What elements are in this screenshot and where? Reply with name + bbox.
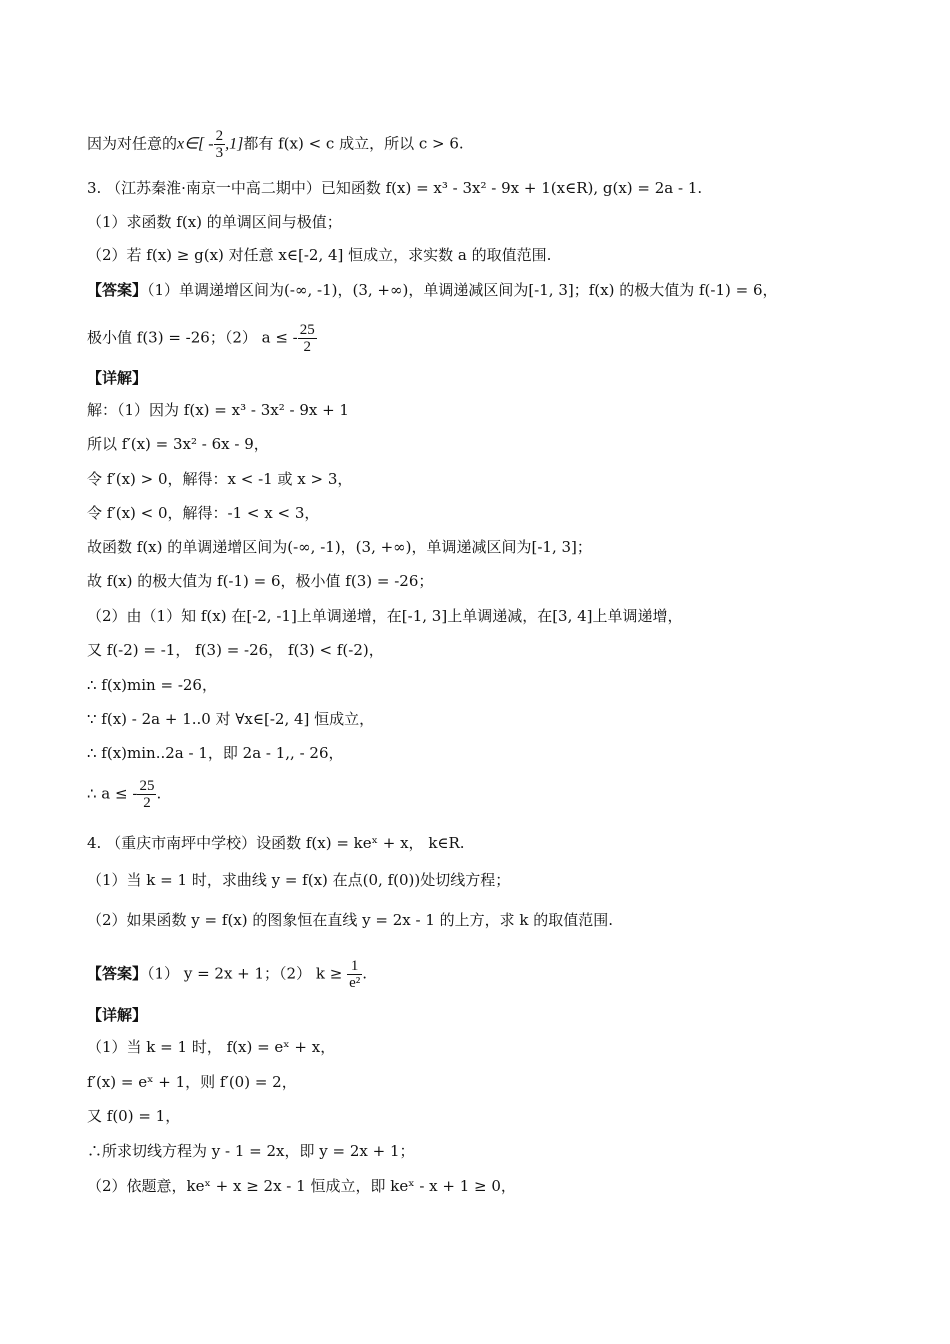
line-text: （2）如果函数 y = f(x) 的图象恒在直线 y = 2x - 1 的上方，求 k 的取值范围. bbox=[87, 911, 614, 929]
line-text: （1） y = 2x + 1；（2） k ≥ bbox=[147, 964, 348, 983]
line-text: （2）若 f(x) ≥ g(x) 对任意 x∈[-2, 4] 恒成立，求实数 a 的取值范围. bbox=[87, 246, 552, 264]
text-line bbox=[87, 212, 342, 232]
text-line bbox=[87, 778, 161, 811]
fraction bbox=[347, 958, 362, 991]
text-line bbox=[87, 434, 269, 454]
text-line bbox=[87, 709, 374, 729]
line-text: （2）由（1）知 f(x) 在[-2, -1]上单调递增，在[-1, 3]上单调递减，在[3, 4]上单调递增， bbox=[87, 607, 683, 625]
line-text: 故函数 f(x) 的单调递增区间为(-∞, -1)，(3, +∞)，单调递减区间为[-1, 3]； bbox=[87, 538, 592, 556]
fraction-numerator: 2 bbox=[215, 128, 224, 144]
line-text: 4. （重庆市南坪中学校）设函数 f(x) = keˣ + x， k∈R. bbox=[87, 834, 465, 852]
line-text: 极小值 f(3) = -26；（2） a ≤ - bbox=[87, 328, 298, 347]
text-line bbox=[87, 640, 384, 660]
text-line bbox=[87, 910, 613, 930]
line-text: 又 f(0) = 1， bbox=[87, 1107, 181, 1125]
line-text: ∴ a ≤ - bbox=[87, 784, 138, 803]
line-text: （2）依题意，keˣ + x ≥ 2x - 1 恒成立，即 keˣ - x + 1 ≥ 0， bbox=[87, 1177, 516, 1195]
line-text: （1）当 k = 1 时，求曲线 y = f(x) 在点(0, f(0))处切线方程； bbox=[87, 871, 511, 889]
fraction-suffix: ,1] bbox=[225, 135, 244, 153]
line-text: ∴ f(x)min..2a - 1，即 2a - 1,, - 26， bbox=[87, 744, 344, 762]
line-text: 3. （江苏秦淮·南京一中高二期中）已知函数 f(x) = x³ - 3x² - 9x + 1(x∈R), g(x) = 2a - 1. bbox=[87, 179, 703, 197]
text-line bbox=[87, 870, 510, 890]
text-line bbox=[87, 1176, 516, 1196]
text-line bbox=[87, 1141, 415, 1161]
section-label: 【答案】 bbox=[87, 964, 148, 983]
line-text: f′(x) = eˣ + 1，则 f′(0) = 2， bbox=[87, 1073, 297, 1091]
text-line bbox=[87, 571, 433, 591]
line-text: 所以 f′(x) = 3x² - 6x - 9， bbox=[87, 435, 269, 453]
line-text: ∴所求切线方程为 y - 1 = 2x，即 y = 2x + 1； bbox=[87, 1142, 415, 1160]
line-text: 故 f(x) 的极大值为 f(-1) = 6，极小值 f(3) = -26； bbox=[87, 572, 434, 590]
text-line bbox=[87, 675, 217, 695]
text-line bbox=[87, 322, 317, 355]
fraction bbox=[214, 128, 226, 161]
text-line bbox=[87, 537, 592, 557]
line-text: 令 f′(x) > 0，解得：x < -1 或 x > 3， bbox=[87, 470, 353, 488]
text-line bbox=[87, 400, 349, 420]
line-text-suffix: . bbox=[156, 784, 162, 803]
text-line bbox=[87, 1037, 335, 1057]
line-text: （1）单调递增区间为(-∞, -1)，(3, +∞)，单调递减区间为[-1, 3]；f(x) 的极大值为 f(-1) = 6， bbox=[147, 281, 778, 299]
fraction bbox=[298, 322, 317, 355]
text-line bbox=[87, 368, 147, 388]
line-text: 因为对任意的 bbox=[87, 134, 178, 153]
section-label: 【详解】 bbox=[87, 369, 148, 387]
text-line bbox=[87, 1106, 180, 1126]
line-text-suffix: 都有 f(x) < c 成立，所以 c > 6. bbox=[243, 134, 464, 153]
fraction-numerator: 25 bbox=[139, 778, 155, 794]
text-line bbox=[87, 743, 344, 763]
fraction-denominator: 2 bbox=[143, 795, 151, 811]
line-text-suffix: . bbox=[362, 964, 368, 983]
line-text: 又 f(-2) = -1， f(3) = -26， f(3) < f(-2)， bbox=[87, 641, 384, 659]
line-text: 令 f′(x) < 0，解得：-1 < x < 3， bbox=[87, 504, 320, 522]
line-text: ∴ f(x)min = -26， bbox=[87, 676, 217, 694]
fraction-denominator: 2 bbox=[303, 339, 312, 355]
text-line bbox=[87, 280, 778, 300]
section-label: 【详解】 bbox=[87, 1006, 148, 1024]
fraction-numerator: 1 bbox=[347, 958, 362, 975]
text-line bbox=[87, 128, 464, 161]
text-line bbox=[87, 1072, 297, 1092]
section-label: 【答案】 bbox=[87, 281, 148, 299]
fraction bbox=[137, 778, 156, 811]
text-line bbox=[87, 606, 683, 626]
line-text: 解：（1）因为 f(x) = x³ - 3x² - 9x + 1 bbox=[87, 401, 349, 419]
fraction-prefix: x∈[ - bbox=[177, 135, 214, 153]
text-line bbox=[87, 503, 319, 523]
line-text: ∵ f(x) - 2a + 1..0 对 ∀x∈[-2, 4] 恒成立， bbox=[87, 710, 375, 728]
text-line bbox=[87, 958, 367, 991]
fraction-denominator: 3 bbox=[215, 145, 224, 161]
fraction-numerator: 25 bbox=[299, 322, 315, 338]
line-text: （1）求函数 f(x) 的单调区间与极值； bbox=[87, 213, 342, 231]
text-line bbox=[87, 469, 352, 489]
text-line bbox=[87, 1005, 147, 1025]
line-text: （1）当 k = 1 时， f(x) = eˣ + x， bbox=[87, 1038, 336, 1056]
text-line bbox=[87, 833, 465, 853]
text-line bbox=[87, 245, 551, 265]
text-line bbox=[87, 178, 702, 198]
fraction-denominator: e² bbox=[349, 975, 361, 991]
